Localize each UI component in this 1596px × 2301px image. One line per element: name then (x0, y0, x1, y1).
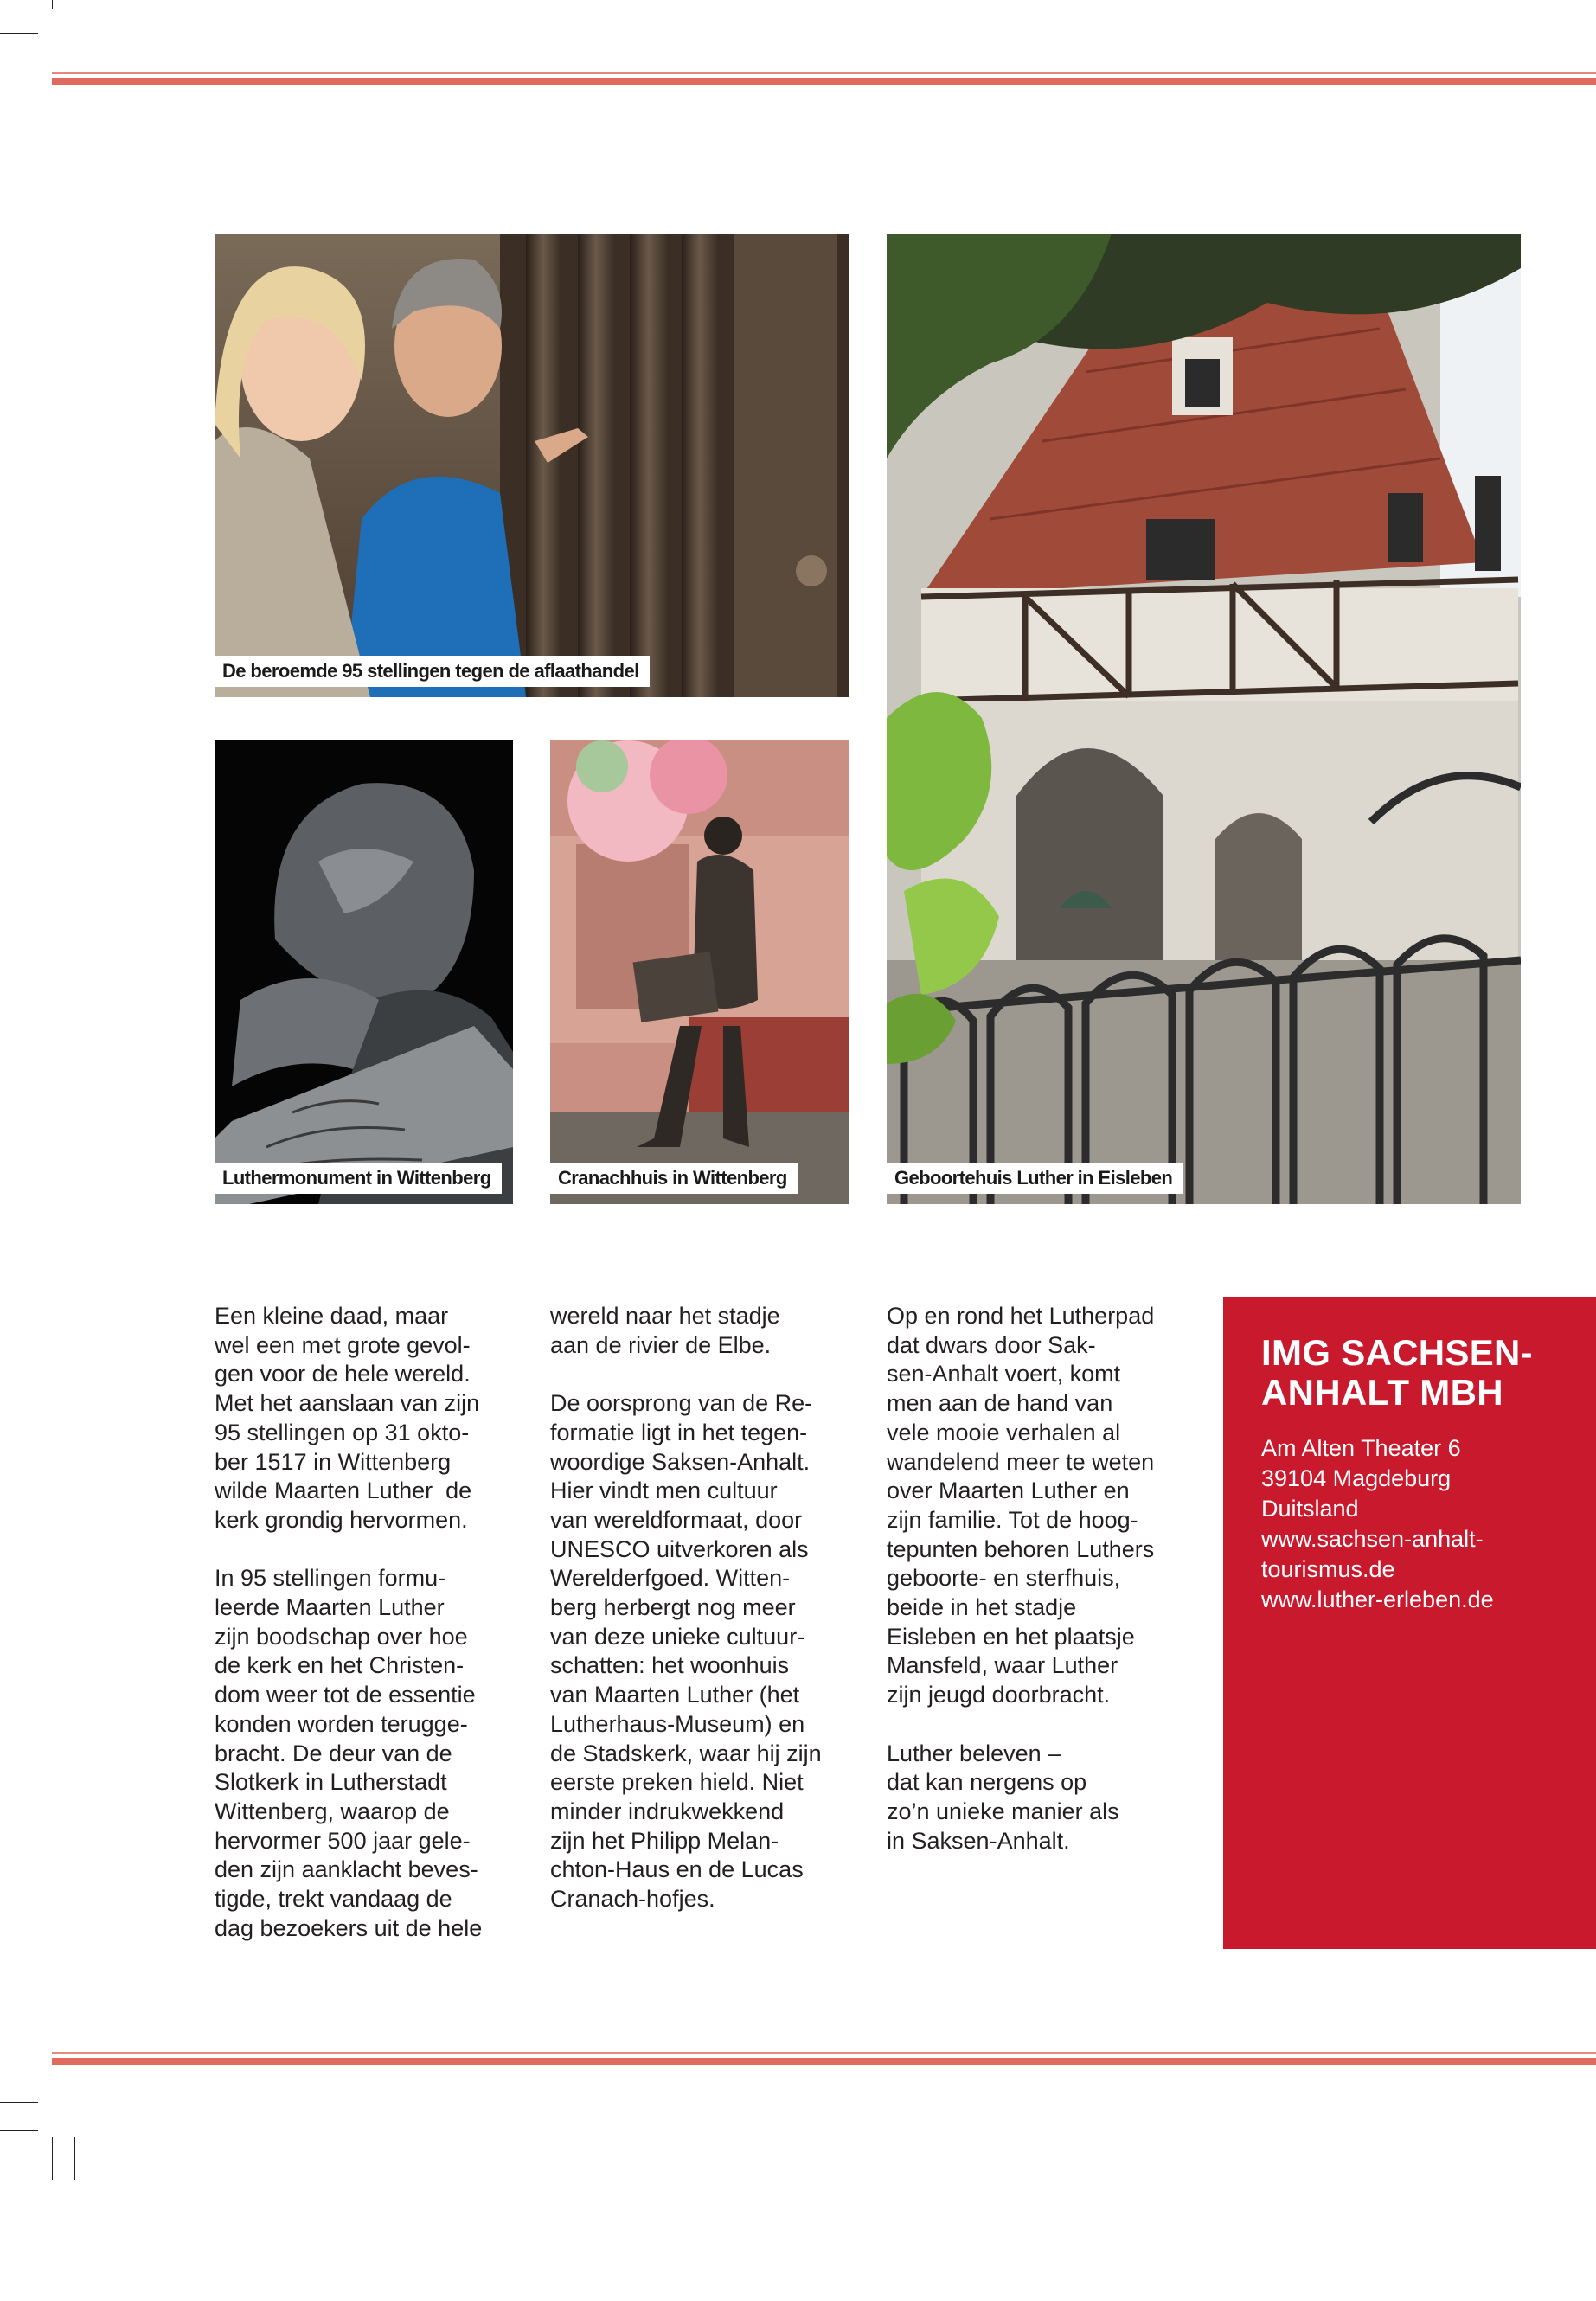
text-line: eerste preken hield. Niet (550, 1769, 804, 1796)
text-line: van Maarten Luther (het (550, 1682, 800, 1708)
text-line: Op en rond het Lutherpad (887, 1303, 1155, 1329)
text-line: Wittenberg, waarop de (215, 1798, 450, 1824)
text-line: tigde, trekt vandaag de (215, 1886, 452, 1913)
photo-caption: Geboortehuis Luther in Eisleben (887, 1163, 1183, 1194)
text-line: Met het aanslaan van zijn (215, 1390, 480, 1417)
text-line: dom weer tot de essentie (215, 1682, 476, 1708)
text-line: Werelderfgoed. Witten- (550, 1565, 791, 1592)
text-line: zo’n unieke manier als (887, 1798, 1119, 1824)
contact-title-line: IMG SACHSEN- (1261, 1332, 1533, 1373)
paragraph (887, 1740, 1189, 1856)
text-line: den zijn aanklacht beves- (215, 1856, 478, 1883)
photo-cranach-house-image (550, 740, 849, 1204)
text-line: sen-Anhalt voert, komt (887, 1361, 1121, 1388)
text-line: wereld naar het stadje (550, 1303, 780, 1329)
text-line: wilde Maarten Luther de (215, 1477, 472, 1504)
text-line: wandelend meer te weten (887, 1448, 1155, 1475)
paragraph (550, 1302, 853, 1360)
top-rule (52, 72, 1596, 85)
photo-birth-house-image (887, 234, 1521, 1204)
photo-cranach-house (550, 740, 849, 1204)
text-line: beide in het stadje (887, 1594, 1077, 1621)
text-line: men aan de hand van (887, 1390, 1113, 1417)
photo-birth-house (887, 234, 1521, 1204)
text-line: aan de rivier de Elbe. (550, 1331, 772, 1358)
crop-mark (74, 2137, 75, 2180)
text-column-2 (550, 1302, 853, 1943)
crop-mark (52, 0, 53, 9)
text-line: Hier vindt men cultuur (550, 1477, 778, 1504)
text-line: zijn jeugd doorbracht. (887, 1682, 1111, 1708)
text-line: dat kan nergens op (887, 1769, 1087, 1796)
contact-title (1261, 1333, 1596, 1413)
text-line: Lutherhaus-Museum) en (550, 1710, 805, 1737)
text-line: Mansfeld, waar Luther (887, 1652, 1118, 1679)
text-line: in Saksen-Anhalt. (887, 1827, 1070, 1854)
photo-caption: Luthermonument in Wittenberg (215, 1163, 502, 1194)
text-line: schatten: het woonhuis (550, 1652, 790, 1679)
text-line: van wereldformaat, door (550, 1506, 803, 1533)
crop-mark (52, 2137, 53, 2180)
text-line: berg herbergt nog meer (550, 1594, 796, 1621)
contact-website-link[interactable]: www.luther-erleben.de (1261, 1586, 1494, 1612)
text-line: Luther beleven – (887, 1740, 1061, 1766)
paragraph (887, 1302, 1189, 1710)
contact-address-country: Duitsland (1261, 1496, 1359, 1522)
text-line: ber 1517 in Wittenberg (215, 1448, 452, 1475)
paragraph (215, 1564, 517, 1943)
text-line: konden worden terugge- (215, 1710, 468, 1737)
text-line: De oorsprong van de Re- (550, 1390, 813, 1417)
text-line: de Stadskerk, waar hij zijn (550, 1740, 822, 1766)
text-line: chton-Haus en de Lucas (550, 1856, 804, 1883)
text-line: kerk grondig hervormen. (215, 1506, 468, 1533)
text-line: Eisleben en het plaatsje (887, 1623, 1135, 1650)
text-line: geboorte- en sterfhuis, (887, 1565, 1121, 1592)
text-line: woordige Saksen-Anhalt. (550, 1448, 811, 1475)
contact-title-line: ANHALT MBH (1261, 1372, 1503, 1413)
text-column-1 (215, 1302, 517, 1972)
contact-address-street: Am Alten Theater 6 (1261, 1435, 1461, 1461)
text-line: dat dwars door Sak- (887, 1331, 1096, 1358)
crop-mark (0, 33, 38, 34)
text-line: minder indrukwekkend (550, 1798, 785, 1824)
text-line: formatie ligt in het tegen- (550, 1419, 808, 1445)
text-line: zijn familie. Tot de hoog- (887, 1506, 1138, 1533)
photo-caption: Cranachhuis in Wittenberg (550, 1163, 798, 1194)
text-line: Slotkerk in Lutherstadt (215, 1769, 447, 1796)
text-line: UNESCO uitverkoren als (550, 1535, 809, 1562)
text-line: dag bezoekers uit de hele (215, 1914, 483, 1941)
photo-luther-monument (215, 740, 513, 1204)
text-line: tepunten behoren Luthers (887, 1535, 1155, 1562)
bottom-rule (52, 2052, 1596, 2065)
text-line: gen voor de hele wereld. (215, 1361, 471, 1388)
text-column-3 (887, 1302, 1189, 1885)
contact-website-link[interactable]: www.sachsen-anhalt- (1261, 1526, 1484, 1552)
text-line: Een kleine daad, maar (215, 1303, 449, 1329)
text-line: bracht. De deur van de (215, 1740, 452, 1766)
text-line: leerde Maarten Luther (215, 1594, 445, 1621)
contact-address-city: 39104 Magdeburg (1261, 1465, 1452, 1491)
text-line: Cranach-hofjes. (550, 1886, 715, 1913)
text-line: de kerk en het Christen- (215, 1652, 465, 1679)
text-line: zijn boodschap over hoe (215, 1623, 468, 1650)
photo-caption: De beroemde 95 stellingen tegen de aflaathandel (215, 656, 650, 687)
paragraph (550, 1389, 853, 1914)
text-line: over Maarten Luther en (887, 1477, 1130, 1504)
photo-church-doors (215, 234, 849, 697)
contact-box (1223, 1297, 1596, 1949)
text-line: vele mooie verhalen al (887, 1419, 1121, 1445)
photo-luther-monument-image (215, 740, 513, 1204)
paragraph (215, 1302, 517, 1535)
crop-mark (0, 2130, 38, 2131)
photo-church-doors-image (215, 234, 849, 697)
text-line: zijn het Philipp Melan- (550, 1827, 779, 1854)
crop-mark (0, 2102, 38, 2103)
text-line: In 95 stellingen formu- (215, 1565, 446, 1592)
contact-website-link[interactable]: tourismus.de (1261, 1556, 1395, 1582)
text-line: van deze unieke cultuur- (550, 1623, 805, 1650)
text-line: 95 stellingen op 31 okto- (215, 1419, 470, 1445)
text-line: wel een met grote gevol- (215, 1331, 471, 1358)
text-line: hervormer 500 jaar gele- (215, 1827, 471, 1854)
